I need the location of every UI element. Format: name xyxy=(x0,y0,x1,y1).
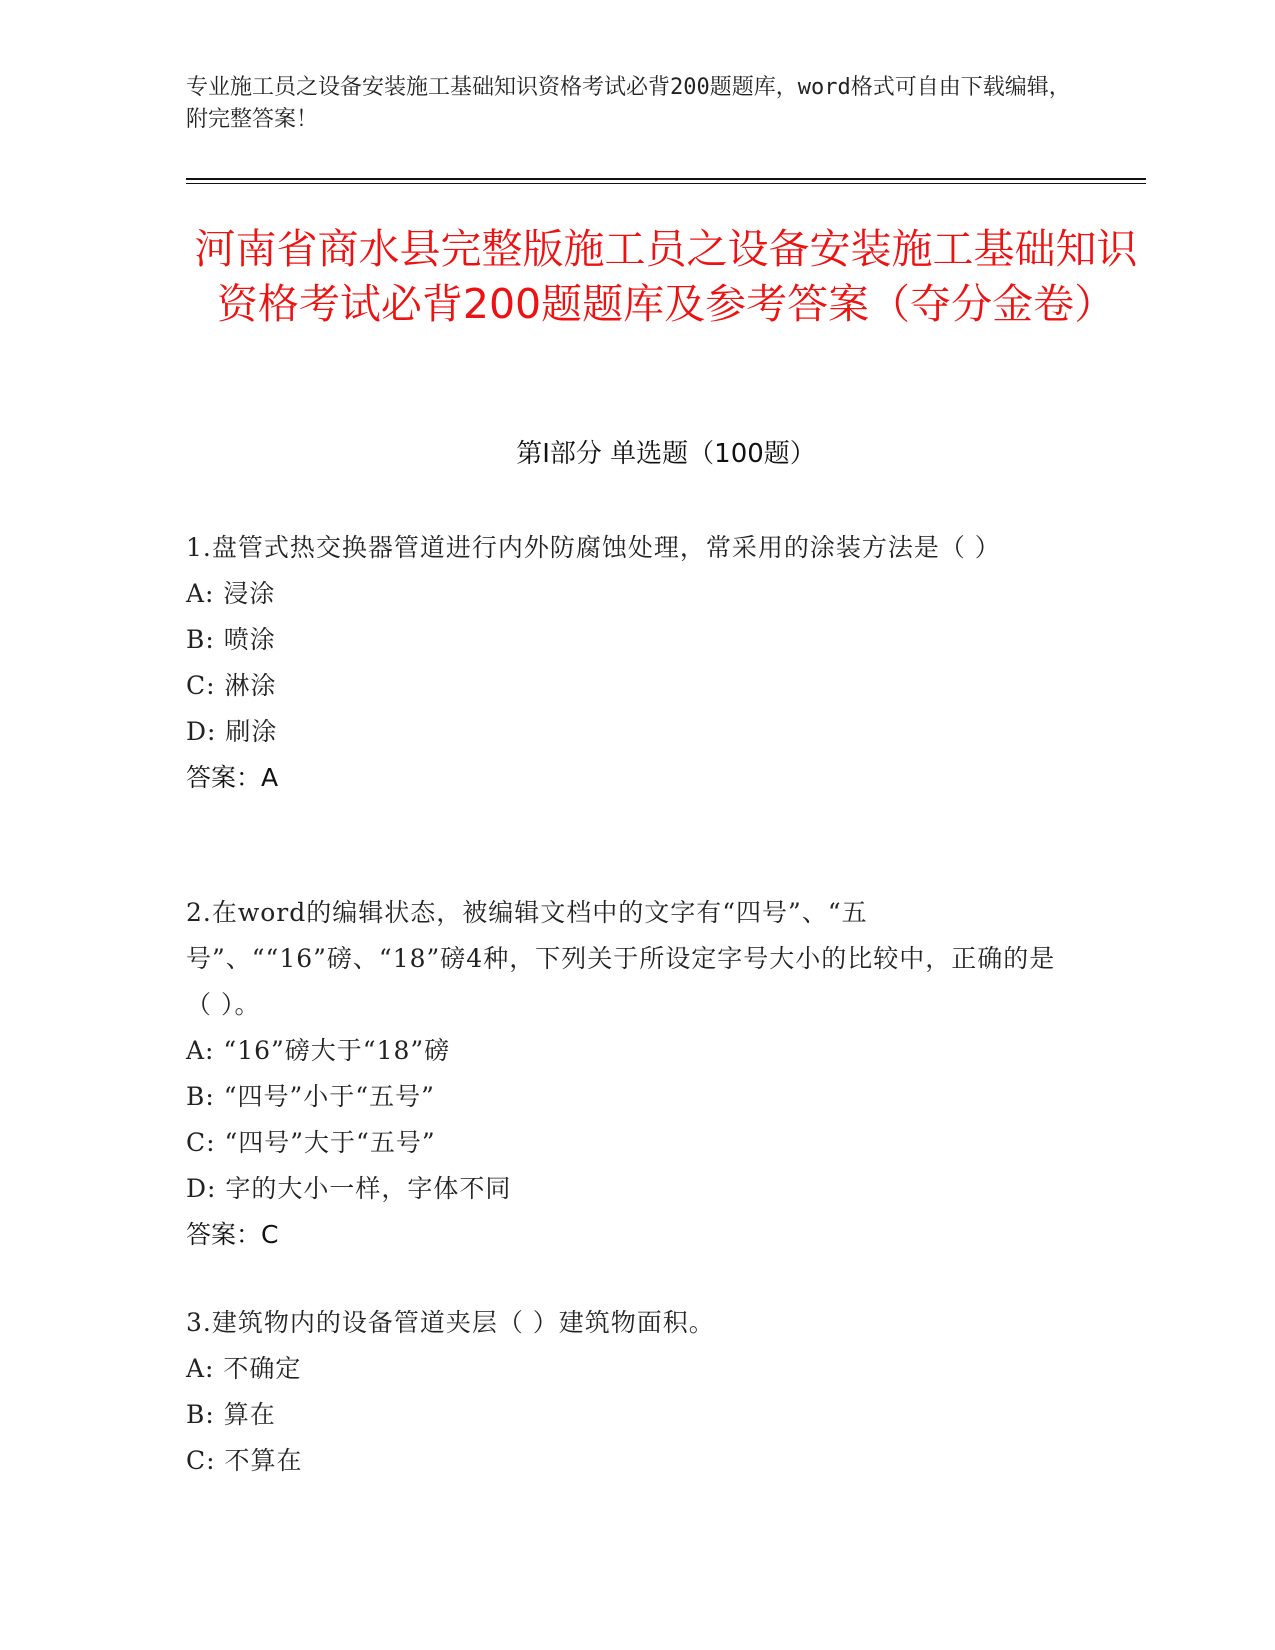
option-b: B: 算在 xyxy=(186,1400,276,1429)
option-b: B: “四号”小于“五号” xyxy=(186,1082,435,1111)
answer: 答案：A xyxy=(186,763,279,792)
option-a: A: “16”磅大于“18”磅 xyxy=(186,1036,451,1065)
header-note: 专业施工员之设备安装施工基础知识资格考试必背200题题库，word格式可自由下载编辑，附完整答案！ xyxy=(186,75,1071,132)
option-c: C: 不算在 xyxy=(186,1446,303,1475)
question-1 xyxy=(186,525,1066,801)
section-heading: 第I部分 单选题（100题） xyxy=(516,439,816,469)
option-a: A: 不确定 xyxy=(186,1354,302,1383)
option-a: A: 浸涂 xyxy=(186,579,276,608)
question-3 xyxy=(186,1300,1066,1484)
header-divider-thin xyxy=(186,183,1146,184)
option-c: C: “四号”大于“五号” xyxy=(186,1128,436,1157)
option-d: D: 刷涂 xyxy=(186,717,278,746)
answer: 答案：C xyxy=(186,1220,279,1249)
question-2 xyxy=(186,890,1066,1258)
option-b: B: 喷涂 xyxy=(186,625,276,654)
document-title: 河南省商水县完整版施工员之设备安装施工基础知识资格考试必背200题题库及参考答案（夺分金卷） xyxy=(194,225,1138,328)
question-stem: 3.建筑物内的设备管道夹层（ ）建筑物面积。 xyxy=(186,1308,715,1337)
option-c: C: 淋涂 xyxy=(186,671,277,700)
option-d: D: 字的大小一样，字体不同 xyxy=(186,1174,512,1203)
question-stem: 1.盘管式热交换器管道进行内外防腐蚀处理，常采用的涂装方法是（ ） xyxy=(186,533,1001,562)
question-stem: 2.在word的编辑状态，被编辑文档中的文字有“四号”、“五号”、““16”磅、“18”磅4种，下列关于所设定字号大小的比较中，正确的是（ ）。 xyxy=(186,898,1056,1019)
header-divider-thick xyxy=(186,178,1146,180)
